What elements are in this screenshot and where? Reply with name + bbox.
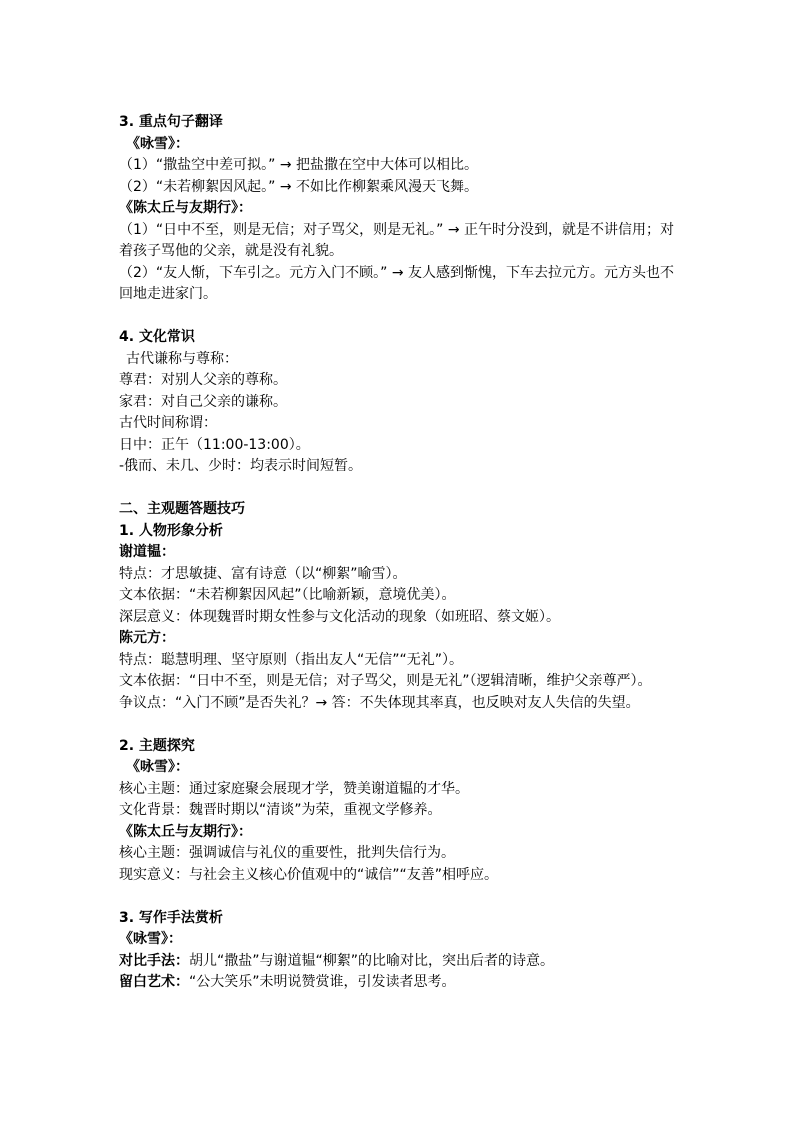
writing-yongxue-heading: 《咏雪》：	[119, 931, 182, 947]
chentaiqiu-heading: 《陈太丘与友期行》：	[119, 200, 252, 216]
theme-chentaiqiu-line-1: 核心主题：强调诚信与礼仪的重要性，批判失信行为。	[119, 845, 455, 861]
blank-art-text: “公大笑乐”未明说赞赏谁，引发读者思考。	[189, 974, 456, 990]
writing-blank-line	[119, 972, 679, 994]
theme-chentaiqiu-heading: 《陈太丘与友期行》：	[119, 823, 252, 840]
xie-daoyun-heading: 谢道韫：	[119, 544, 175, 560]
contrast-label: 对比手法：	[119, 952, 189, 969]
chen-yuanfang-heading: 陈元方：	[119, 630, 175, 646]
xie-daoyun-line-2: 文本依据：“未若柳絮因风起”（比喻新颖，意境优美）。	[119, 587, 456, 603]
section-title-character: 1. 人物形象分析	[119, 522, 223, 539]
section-title-theme: 2. 主题探究	[119, 737, 195, 754]
part-two-title: 二、主观题答题技巧	[119, 501, 245, 517]
culture-line-1: 古代谦称与尊称：	[126, 350, 238, 367]
theme-yongxue-heading: 《咏雪》：	[126, 759, 189, 775]
chen-yuanfang-line-1: 特点：聪慧明理、坚守原则（指出友人“无信”“无礼”）。	[119, 651, 464, 668]
xie-daoyun-line-3: 深层意义：体现魏晋时期女性参与文化活动的现象（如班昭、蔡文姬）。	[119, 608, 560, 625]
chentaiqiu-translation-1: （1）“日中不至，则是无信；对子骂父，则是无礼。” → 正午时分没到，就是不讲信用；对着孩子骂他的父亲，就是没有礼貌。	[119, 221, 675, 259]
culture-line-4: 古代时间称谓：	[119, 415, 217, 431]
yongxue-translation-1: （1）“撒盐空中差可拟。” → 把盐撒在空中大体可以相比。	[119, 157, 479, 173]
yongxue-heading: 《咏雪》：	[126, 135, 189, 152]
yongxue-translation-2: （2）“未若柳絮因风起。” → 不如比作柳絮乘风漫天飞舞。	[119, 178, 479, 195]
culture-line-6: -俄而、未几、少时：均表示时间短暂。	[119, 458, 363, 474]
section-title-writing: 3. 写作手法赏析	[119, 909, 223, 926]
theme-yongxue-line-2: 文化背景：魏晋时期以“清谈”为荣，重视文学修养。	[119, 802, 442, 818]
culture-line-3: 家君：对自己父亲的谦称。	[119, 393, 287, 410]
xie-daoyun-line-1: 特点：才思敏捷、富有诗意（以“柳絮”喻雪）。	[119, 565, 407, 582]
chen-yuanfang-line-2: 文本依据：“日中不至，则是无信；对子骂父，则是无礼”（逻辑清晰，维护父亲尊严）。	[119, 673, 652, 689]
theme-chentaiqiu-line-2: 现实意义：与社会主义核心价值观中的“诚信”“友善”相呼应。	[119, 866, 499, 883]
chen-yuanfang-line-3: 争议点：“入门不顾”是否失礼？→ 答：不失体现其率真，也反映对友人失信的失望。	[119, 694, 640, 711]
culture-line-2: 尊君：对别人父亲的尊称。	[119, 372, 287, 388]
writing-contrast-line	[119, 951, 679, 973]
document-body	[119, 112, 679, 994]
chentaiqiu-translation-2: （2）“友人惭，下车引之。元方入门不顾。” → 友人感到惭愧，下车去拉元方。元方头也不回地走进家门。	[119, 264, 675, 302]
theme-yongxue-line-1: 核心主题：通过家庭聚会展现才学，赞美谢道韫的才华。	[119, 780, 469, 797]
section-title-key-sentences: 3. 重点句子翻译	[119, 114, 223, 130]
blank-art-label: 留白艺术：	[119, 974, 189, 990]
culture-line-5: 日中：正午（11:00-13:00）。	[119, 436, 310, 453]
contrast-text: 胡儿“撒盐”与谢道韫“柳絮”的比喻对比，突出后者的诗意。	[189, 952, 555, 969]
section-title-culture: 4. 文化常识	[119, 329, 195, 345]
